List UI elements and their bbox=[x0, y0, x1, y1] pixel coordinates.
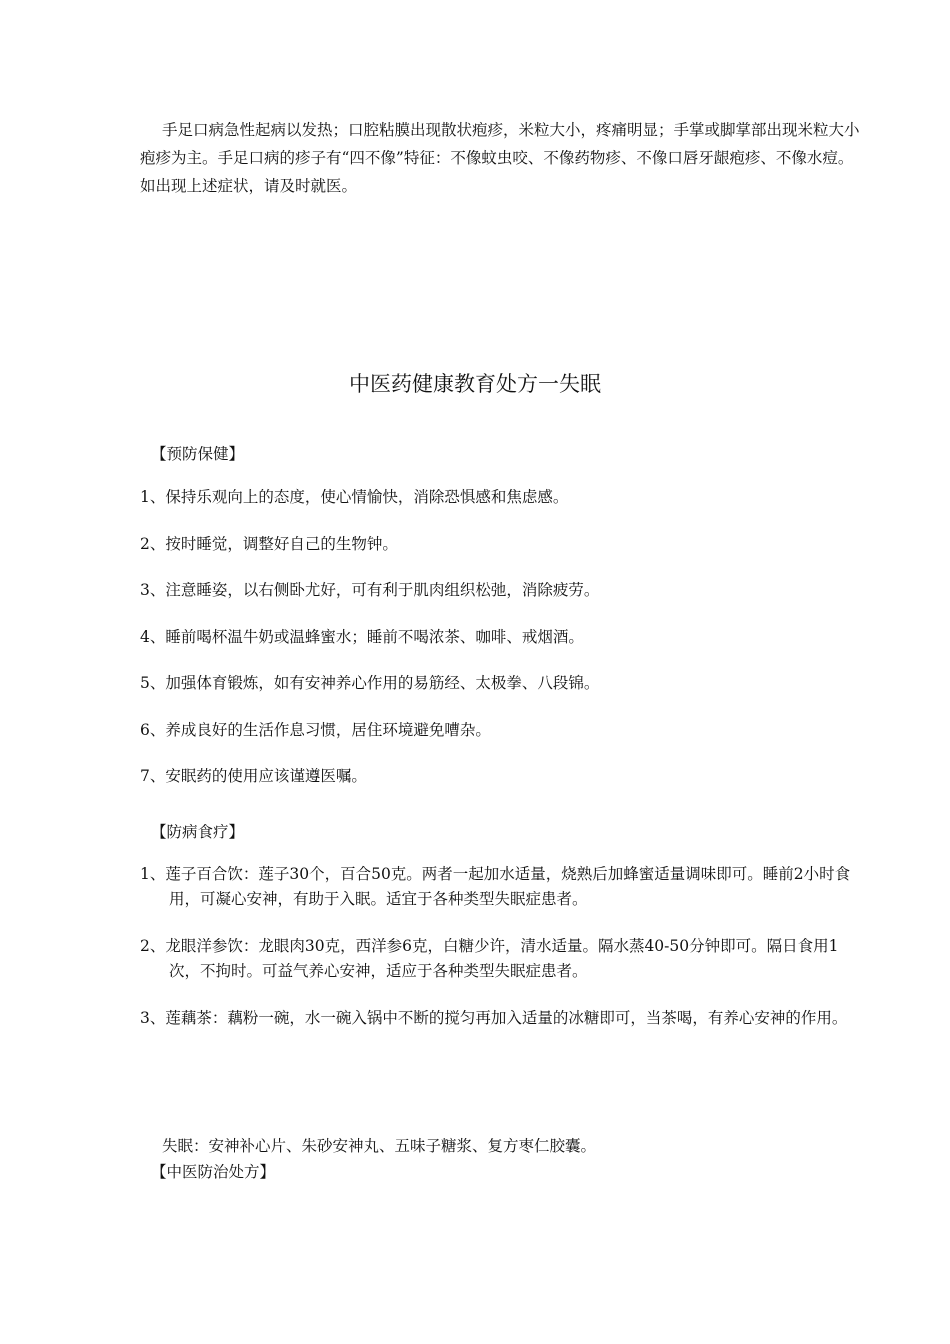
intro-paragraph: 手足口病急性起病以发热；口腔粘膜出现散状疱疹，米粒大小，疼痛明显；手掌或脚掌部出现米粒大小疱疹为主。手足口病的疹子有“四不像”特征：不像蚊虫咬、不像药物疹、不像口唇牙龈疱疹、不像水痘。如出现上述症状，请及时就医。 bbox=[140, 121, 860, 195]
prevention-item: 5、加强体育锻炼，如有安神养心作用的易筋经、太极拳、八段锦。 bbox=[140, 674, 600, 692]
prevention-item: 3、注意睡姿，以右侧卧尤好，可有利于肌肉组织松弛，消除疲劳。 bbox=[140, 581, 600, 599]
prevention-item: 7、安眠药的使用应该谨遵医嘱。 bbox=[140, 767, 367, 785]
diet-item: 3、莲藕茶：藕粉一碗，水一碗入锅中不断的搅匀再加入适量的冰糖即可，当茶喝，有养心安神的作用。 bbox=[140, 1009, 848, 1027]
diet-list bbox=[140, 862, 865, 1053]
prevention-item: 1、保持乐观向上的态度，使心情愉快，消除恐惧感和焦虑感。 bbox=[140, 488, 569, 506]
prevention-item: 2、按时睡觉，调整好自己的生物钟。 bbox=[140, 534, 398, 553]
diet-item: 1、莲子百合饮：莲子30个，百合50克。两者一起加水适量，烧熟后加蜂蜜适量调味即可。睡前2小时食用，可凝心安神，有助于入眠。适宜于各种类型失眠症患者。 bbox=[140, 865, 851, 908]
prevention-item: 6、养成良好的生活作息习惯，居住环境避免嘈杂。 bbox=[140, 720, 491, 739]
prevention-item: 4、睡前喝杯温牛奶或温蜂蜜水；睡前不喝浓茶、咖啡、戒烟酒。 bbox=[140, 627, 584, 646]
diet-heading: 【防病食疗】 bbox=[151, 823, 245, 841]
prevention-heading: 【预防保健】 bbox=[151, 445, 245, 463]
remedy-line: 失眠：安神补心片、朱砂安神丸、五味子糖浆、复方枣仁胶囊。 bbox=[162, 1137, 597, 1155]
document-title: 中医药健康教育处方一失眠 bbox=[349, 372, 601, 396]
tcm-prescription-heading: 【中医防治处方】 bbox=[151, 1163, 276, 1181]
diet-item: 2、龙眼洋参饮：龙眼肉30克，西洋参6克，白糖少许，清水适量。隔水蒸40-50分钟即可。隔日食用1次，不拘时。可益气养心安神，适应于各种类型失眠症患者。 bbox=[140, 937, 839, 980]
prevention-list bbox=[140, 486, 860, 812]
